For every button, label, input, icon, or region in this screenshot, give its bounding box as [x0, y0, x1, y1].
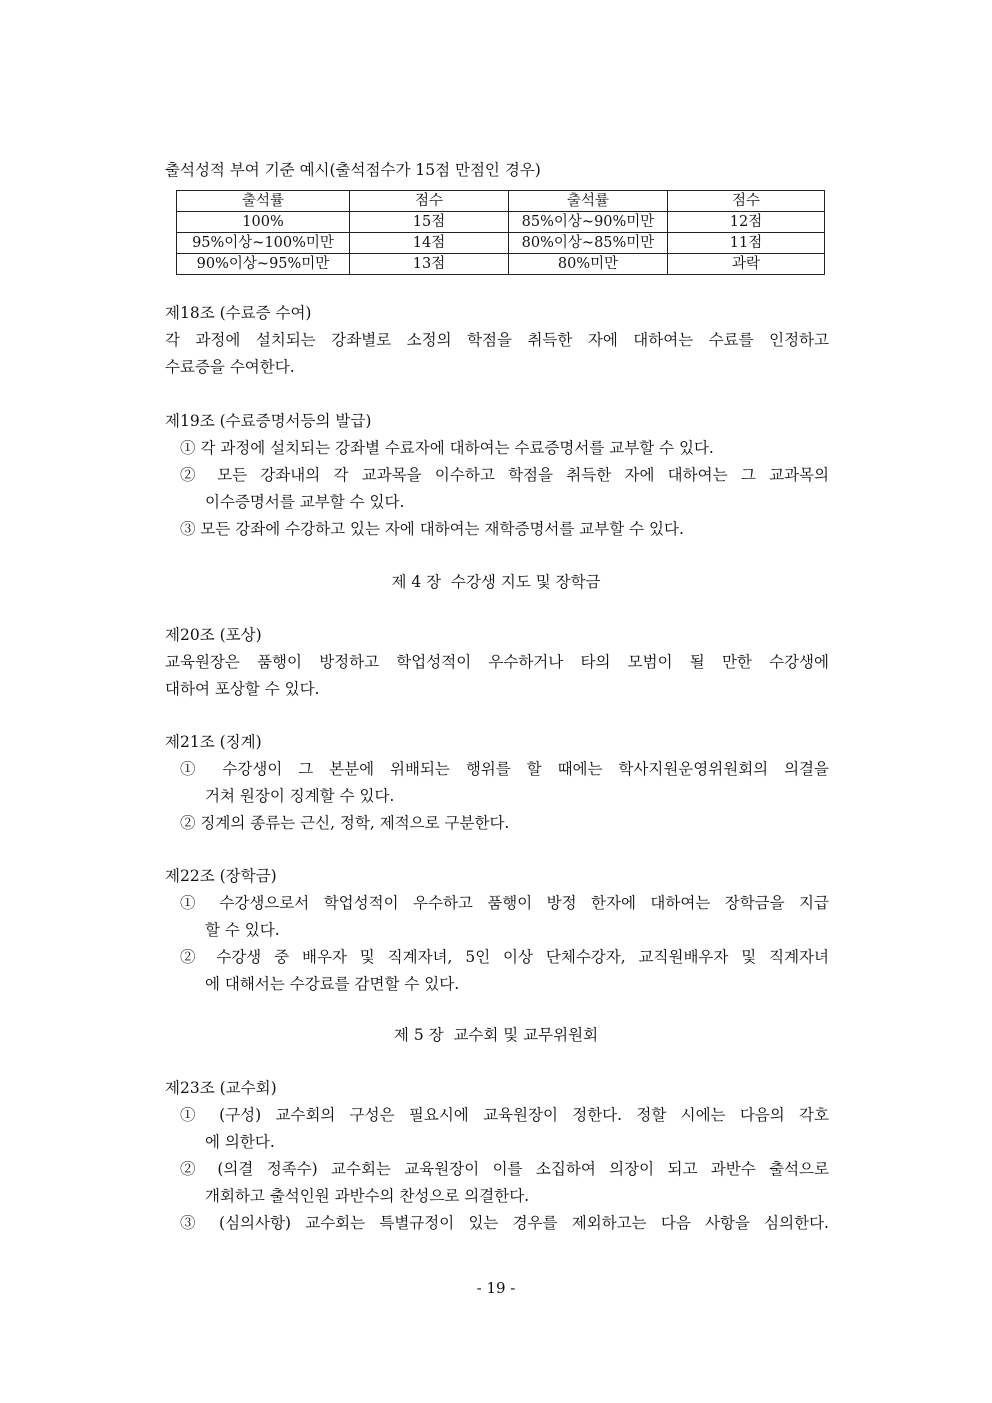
table-header: 점수 — [668, 191, 825, 212]
article-21-title: 제21조 (징계) — [165, 733, 262, 751]
table-cell: 85%이상~90%미만 — [509, 212, 668, 233]
article-23-item-3: ③ (심의사항) 교수회는 특별규정이 있는 경우를 제외하고는 다음 사항을 심의한다. — [180, 1214, 829, 1232]
article-23-item-2-cont: 개회하고 출석인원 과반수의 찬성으로 의결한다. — [205, 1187, 530, 1205]
article-19-item-3: ③ 모든 강좌에 수강하고 있는 자에 대하여는 재학증명서를 교부할 수 있다. — [180, 520, 684, 538]
page-number: - 19 - — [476, 1279, 516, 1297]
table-cell: 90%이상~95%미만 — [177, 254, 350, 275]
table-row — [177, 254, 825, 275]
article-19-item-1: ① 각 과정에 설치되는 강좌별 수료자에 대하여는 수료증명서를 교부할 수 있다. — [180, 439, 714, 457]
table-cell: 100% — [177, 212, 350, 233]
table-caption: 출석성적 부여 기준 예시(출석점수가 15점 만점인 경우) — [165, 161, 541, 179]
article-21-item-1: ① 수강생이 그 본분에 위배되는 행위를 할 때에는 학사지원운영위원회의 의결을 — [180, 760, 829, 778]
article-20-text: 대하여 포상할 수 있다. — [165, 680, 320, 698]
article-18-text: 각 과정에 설치되는 강좌별로 소정의 학점을 취득한 자에 대하여는 수료를 인정하고 — [165, 331, 829, 349]
article-21-item-2: ② 징계의 종류는 근신, 정학, 제적으로 구분한다. — [180, 814, 510, 832]
table-header: 출석률 — [509, 191, 668, 212]
article-19-title: 제19조 (수료증명서등의 발급) — [165, 412, 372, 430]
chapter-4-heading: 제 4 장 수강생 지도 및 장학금 — [391, 573, 601, 591]
article-21-item-1-cont: 거쳐 원장이 징계할 수 있다. — [205, 787, 395, 805]
table-cell: 11점 — [668, 233, 825, 254]
article-22-item-2-cont: 에 대해서는 수강료를 감면할 수 있다. — [205, 975, 460, 993]
article-19-item-2: ② 모든 강좌내의 각 교과목을 이수하고 학점을 취득한 자에 대하여는 그 교과목의 — [180, 466, 829, 484]
table-row — [177, 212, 825, 233]
article-18-title: 제18조 (수료증 수여) — [165, 304, 312, 322]
table-header-row — [177, 191, 825, 212]
article-23-item-2: ② (의결 정족수) 교수회는 교육원장이 이를 소집하여 의장이 되고 과반수 출석으로 — [180, 1160, 829, 1178]
attendance-table — [176, 190, 825, 275]
article-23-title: 제23조 (교수회) — [165, 1079, 277, 1097]
table-cell: 80%이상~85%미만 — [509, 233, 668, 254]
table-row — [177, 233, 825, 254]
table-cell: 12점 — [668, 212, 825, 233]
article-22-item-1-cont: 할 수 있다. — [205, 921, 280, 939]
table-cell: 15점 — [350, 212, 509, 233]
article-18-text: 수료증을 수여한다. — [165, 358, 295, 376]
article-22-item-2: ② 수강생 중 배우자 및 직계자녀, 5인 이상 단체수강자, 교직원배우자 및 직계자녀 — [180, 948, 829, 966]
article-23-item-1: ① (구성) 교수회의 구성은 필요시에 교육원장이 정한다. 정할 시에는 다음의 각호 — [180, 1106, 829, 1124]
chapter-5-heading: 제 5 장 교수회 및 교무위원회 — [393, 1026, 599, 1044]
table-cell: 14점 — [350, 233, 509, 254]
table-cell: 13점 — [350, 254, 509, 275]
article-20-title: 제20조 (포상) — [165, 626, 262, 644]
table-cell: 95%이상~100%미만 — [177, 233, 350, 254]
table-header: 출석률 — [177, 191, 350, 212]
table-cell: 과락 — [668, 254, 825, 275]
table-header: 점수 — [350, 191, 509, 212]
article-22-title: 제22조 (장학금) — [165, 867, 277, 885]
article-22-item-1: ① 수강생으로서 학업성적이 우수하고 품행이 방정 한자에 대하여는 장학금을 지급 — [180, 894, 829, 912]
article-20-text: 교육원장은 품행이 방정하고 학업성적이 우수하거나 타의 모범이 될 만한 수강생에 — [165, 653, 829, 671]
article-23-item-1-cont: 에 의한다. — [205, 1133, 275, 1151]
table-cell: 80%미만 — [509, 254, 668, 275]
article-19-item-2-cont: 이수증명서를 교부할 수 있다. — [205, 493, 405, 511]
